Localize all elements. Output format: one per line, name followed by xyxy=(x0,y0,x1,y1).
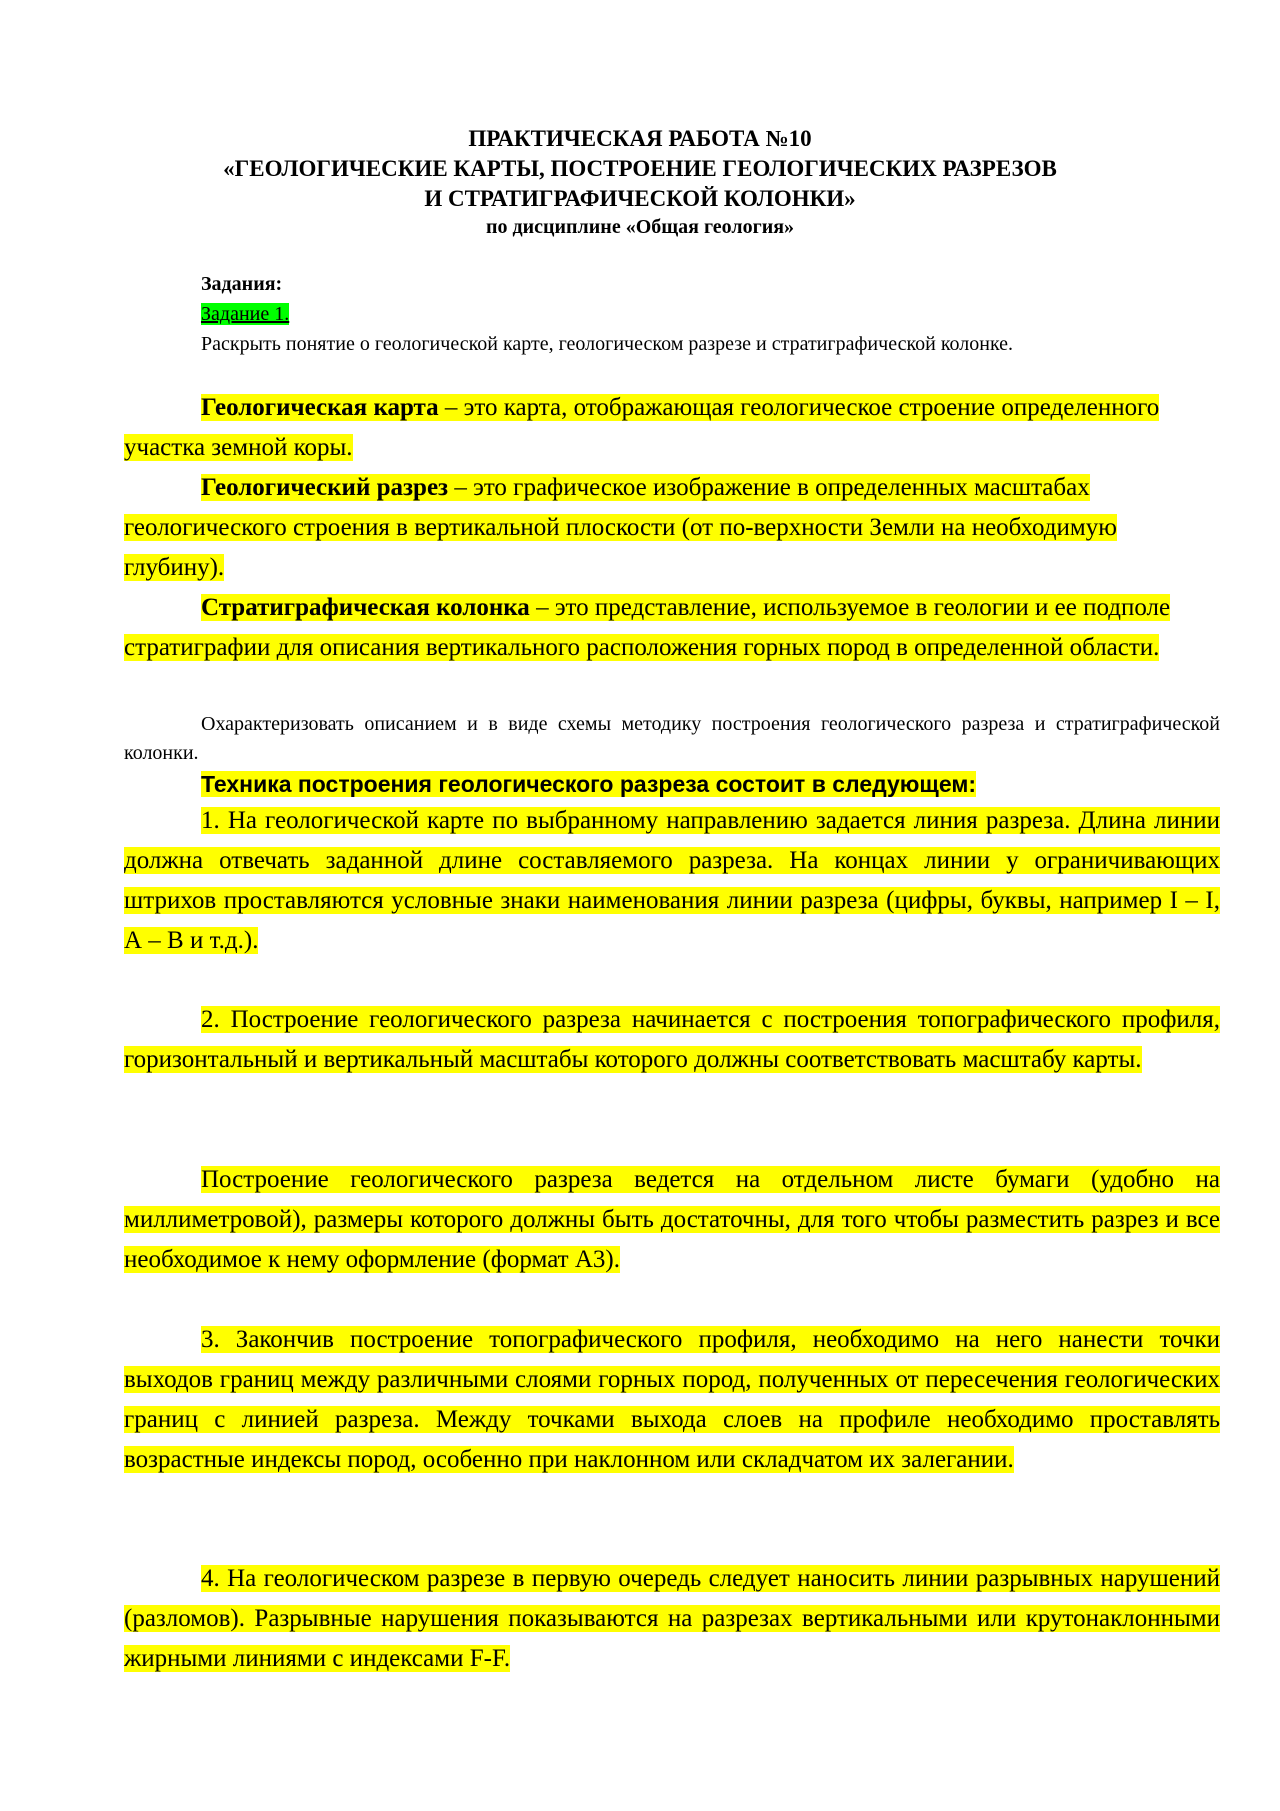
step-1 xyxy=(124,801,1220,961)
definition-section-text: – это графическое изображение в определенных масштабах геологического строения в вертикальной плоскости (от по-верхности Земли на необходимую глубину). xyxy=(124,474,1117,581)
definition-column-text: – это представление, используемое в геологии и ее подполе стратиграфии для описания вертикального расположения горных пород в определенной области. xyxy=(124,594,1171,661)
step-3-text: 3. Закончив построение топографического профиля, необходимо на него нанести точки выходов границ между различными слоями горных пород, полученных от пересечения геологических границ с линией разреза. Между точками выхода слоев на профиле необходимо проставлять возрастные индексы пород, особенно при наклонном или складчатом их залегании. xyxy=(124,1326,1220,1473)
step-2-continued-text: Построение геологического разреза ведется на отдельном листе бумаги (удобно на миллиметровой), размеры которого должны быть достаточны, для того чтобы разместить разрез и все необходимое к нему оформление (формат А3). xyxy=(124,1166,1220,1273)
step-4 xyxy=(124,1559,1220,1679)
step-4-text: 4. На геологическом разрезе в первую очередь следует наносить линии разрывных нарушений (разломов). Разрывные нарушения показываются на разрезах вертикальными или крутонаклонными жирными линиями с индексами F-F. xyxy=(124,1565,1220,1672)
definition-section-term: Геологический разрез xyxy=(201,474,449,501)
doc-title-line-1: ПРАКТИЧЕСКАЯ РАБОТА №10 xyxy=(468,126,812,151)
technique-heading-text: Техника построения геологического разреза состоит в следующем: xyxy=(201,771,977,797)
step-2 xyxy=(124,1000,1220,1080)
definition-geological-map xyxy=(124,388,1220,468)
doc-title-line-3: И СТРАТИГРАФИЧЕСКОЙ КОЛОНКИ» xyxy=(424,186,856,211)
task-1-label xyxy=(124,300,1280,329)
definition-map-term: Геологическая карта xyxy=(201,394,439,421)
step-1-text: 1. На геологической карте по выбранному направлению задается линия разреза. Длина линии должна отвечать заданной длине составляемого разреза. На концах линии у ограничивающих штрихов проставляются условные знаки наименования линии разреза (цифры, буквы, например I – I, А – В и т.д.). xyxy=(124,807,1220,954)
definition-geological-section xyxy=(124,468,1220,588)
instruction-2: Охарактеризовать описанием и в виде схемы методику построения геологического разреза и стратиграфической колонки. xyxy=(124,713,1220,764)
tasks-heading xyxy=(124,270,1280,299)
step-2-continued xyxy=(124,1160,1220,1280)
doc-subtitle-discipline: по дисциплине «Общая геология» xyxy=(485,216,795,238)
step-3 xyxy=(124,1320,1220,1480)
technique-heading xyxy=(124,769,1280,799)
task-1-label-text: Задание 1. xyxy=(201,303,290,325)
step-2-text: 2. Построение геологического разреза начинается с построения топографического профиля, горизонтальный и вертикальный масштабы которого должны соответствовать масштабу карты. xyxy=(124,1006,1220,1073)
definition-stratigraphic-column xyxy=(124,588,1220,668)
instruction-1: Раскрыть понятие о геологической карте, геологическом разрезе и стратиграфической колонке. xyxy=(201,333,1014,355)
definition-column-term: Стратиграфическая колонка xyxy=(201,594,530,621)
tasks-heading-text: Задания: xyxy=(201,273,283,295)
definition-map-text: – это карта, отображающая геологическое строение определенного участка земной коры. xyxy=(124,394,1160,461)
doc-title-line-2: «ГЕОЛОГИЧЕСКИЕ КАРТЫ, ПОСТРОЕНИЕ ГЕОЛОГИЧЕСКИХ РАЗРЕЗОВ xyxy=(223,156,1057,181)
